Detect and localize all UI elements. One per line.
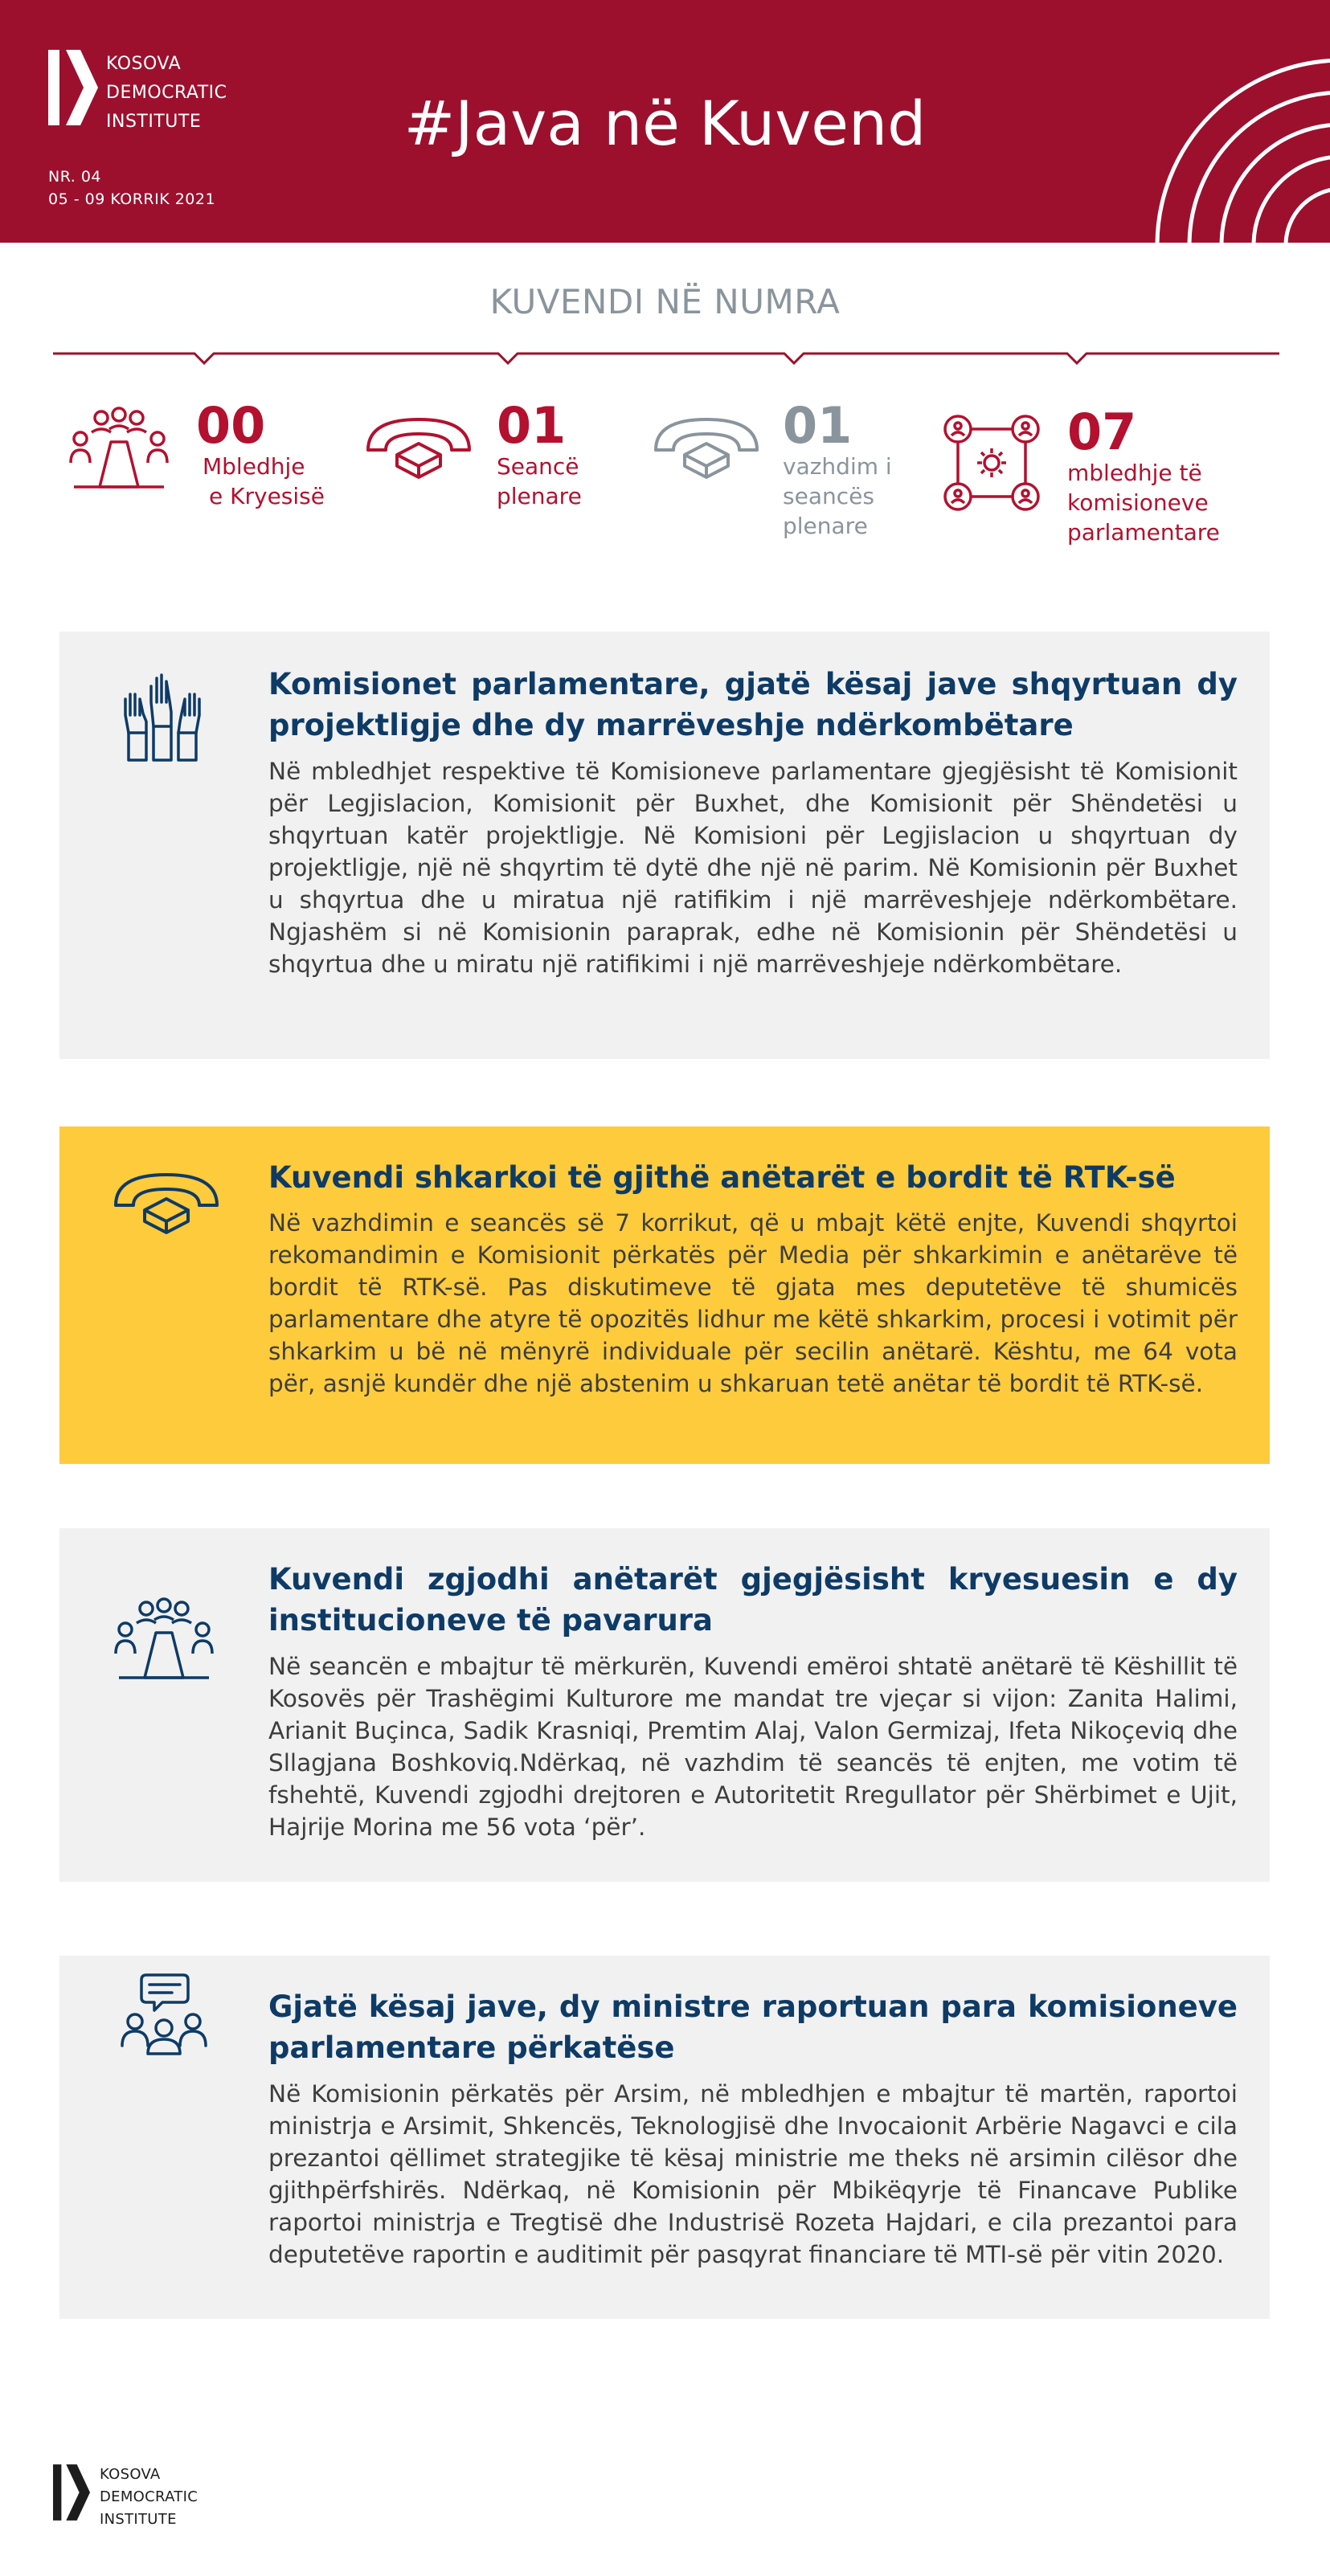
stat-value: 00 [196, 396, 266, 455]
stat-presidency-meetings [68, 394, 341, 554]
article-body: Në seancën e mbajtur të mërkurën, Kuvendi emëroi shtatë anëtarë të Këshillit të Kosovës për Trashëgimi Kulturore me mandat tre vjeçar si vijon: Zanita Halimi, Arianit Buçinca, Sadik Krasniqi, Premtim Alaj, Valon Germizaj, Ifeta Nikoçeviq dhe Sllagjana Boshkoviq.Ndërkaq, në vazhdim të seancës të enjten, me votim të fshehtë, Kuvendi zgjodhi drejtoren e Autoritetit Rregullator për Shërbimet e Ujit, Hajrije Morina me 56 vota ‘për’. [268, 1653, 1238, 1841]
logo-line: DEMOCRATIC [106, 83, 227, 103]
committee-network-icon [942, 413, 1041, 513]
stat-label-line: Mbledhje [203, 453, 305, 480]
stat-label [1067, 458, 1220, 547]
article-body: Në vazhdimin e seancës së 7 korrikut, që u mbajt këtë enjte, Kuvendi shqyrtoi rekomandimin e Komisionit përkatës për Media për shkarkimin e anëtarëve të bordit të RTK-së. Pas diskutimeve të gjata mes deputetëve të shumicës parlamentare dhe atyre të opozitës lidhur me këtë shkarkim, procesi i votimit për shkarkim u bë në mënyrë individuale për secilin anëtarë. Kështu, me 64 vota për, asnjë kundër dhe një abstenim u shkaruan tetë anëtar të bordit të RTK-së. [268, 1209, 1238, 1397]
plenary-hall-icon [653, 415, 760, 482]
footer-logo [53, 2464, 198, 2531]
issue-dates: 05 - 09 KORRIK 2021 [48, 190, 216, 208]
stat-label-line: seancës [783, 483, 874, 509]
stat-label-line: Seancë [497, 453, 579, 480]
logo-line: KOSOVA [106, 54, 182, 74]
kdi-logo-icon [53, 2464, 90, 2521]
stat-value: 07 [1067, 403, 1137, 461]
stat-label [497, 452, 582, 511]
article-card [59, 1126, 1270, 1464]
stat-label [203, 452, 325, 511]
article-card [59, 632, 1270, 1059]
header-banner [0, 0, 1330, 243]
meeting-group-icon [113, 1597, 215, 1686]
article-title: Kuvendi zgjodhi anëtarët gjegjësisht kryesuesin e dy institucioneve të pavarura [268, 1562, 1238, 1638]
meeting-group-icon [68, 407, 170, 495]
article-body: Në Komisionin përkatës për Arsim, në mbledhjen e mbajtur të martën, raportoi ministrja e Arsimit, Shkencës, Teknologjisë dhe Invocaionit Arbërie Nagavci e cila prezantoi qëllimet strategjike të kësaj ministrie me theks në arsimin cilësor dhe gjithpërfshirës. Ndërkaq, në Komisionin për Mbikëqyrje të Financave Publike raportoi ministrja e Tregtisë dhe Industrisë Rozeta Hajdari, e cila prezantoi para deputetëve raportin e auditimit për pasqyrat financiare të MTI-së për vitin 2020. [268, 2080, 1238, 2268]
article-title: Kuvendi shkarkoi të gjithë anëtarët e bordit të RTK-së [268, 1160, 1176, 1195]
footer-logo-text [100, 2464, 198, 2531]
logo-line: DEMOCRATIC [100, 2488, 198, 2505]
issue-number: NR. 04 [48, 168, 101, 186]
plenary-hall-icon [365, 415, 473, 482]
stat-value: 01 [497, 396, 567, 455]
article-card [59, 1956, 1270, 2319]
raised-hands-icon [113, 670, 212, 763]
logo-line: INSTITUTE [100, 2511, 177, 2528]
stat-label-line: plenare [497, 483, 582, 509]
stat-label-line: e Kryesisë [209, 483, 325, 509]
stat-plenary-continuation [653, 394, 918, 554]
stat-label-line: plenare [783, 513, 868, 539]
article-body: Në mbledhjet respektive të Komisioneve parlamentare gjegjësisht të Komisionit për Legjislacion, Komisionit për Buxhet, dhe Komisionit për Shëndetësi u shqyrtuan katër projektligje. Në Komisioni për Legjislacion u shqyrtuan dy projektligje, një në shqyrtim të dytë dhe një në parim. Në Komisionin për Buxhet u shqyrtua dhe u miratua një ratifikim i një marrëveshjeje ndërkombëtare. Ngjashëm si në Komisionin paraprak, edhe në Komisionin për Shëndetësi u shqyrtua dhe u miratu një ratifikimi i një marrëveshjeje ndërkombëtare. [268, 758, 1238, 978]
article-title: Gjatë kësaj jave, dy ministre raportuan para komisioneve parlamentare përkatëse [268, 1989, 1238, 2065]
article-card [59, 1528, 1270, 1882]
section-title: KUVENDI NË NUMRA [489, 282, 841, 321]
stat-label-line: vazhdim i [783, 453, 892, 480]
stat-value: 01 [783, 396, 853, 455]
page-title: #Java në Kuvend [403, 88, 927, 159]
stat-label [783, 452, 892, 541]
assembly-arcs-icon [1141, 48, 1330, 243]
stat-committee-meetings [942, 394, 1263, 554]
stat-label-line: parlamentare [1067, 519, 1220, 546]
logo-line: KOSOVA [100, 2466, 161, 2483]
stat-label-line: komisioneve [1067, 489, 1209, 516]
stat-label-line: mbledhje të [1067, 460, 1202, 486]
plenary-hall-icon [113, 1170, 220, 1237]
article-title: Komisionet parlamentare, gjatë kësaj jave shqyrtuan dy projektligje dhe dy marrëveshje ndërkombëtare [268, 667, 1238, 742]
section-divider [53, 347, 1279, 366]
logo-line: INSTITUTE [106, 112, 202, 132]
speakers-chat-icon [119, 1972, 209, 2055]
issue-info [48, 166, 215, 211]
stat-plenary-sessions [365, 394, 630, 554]
